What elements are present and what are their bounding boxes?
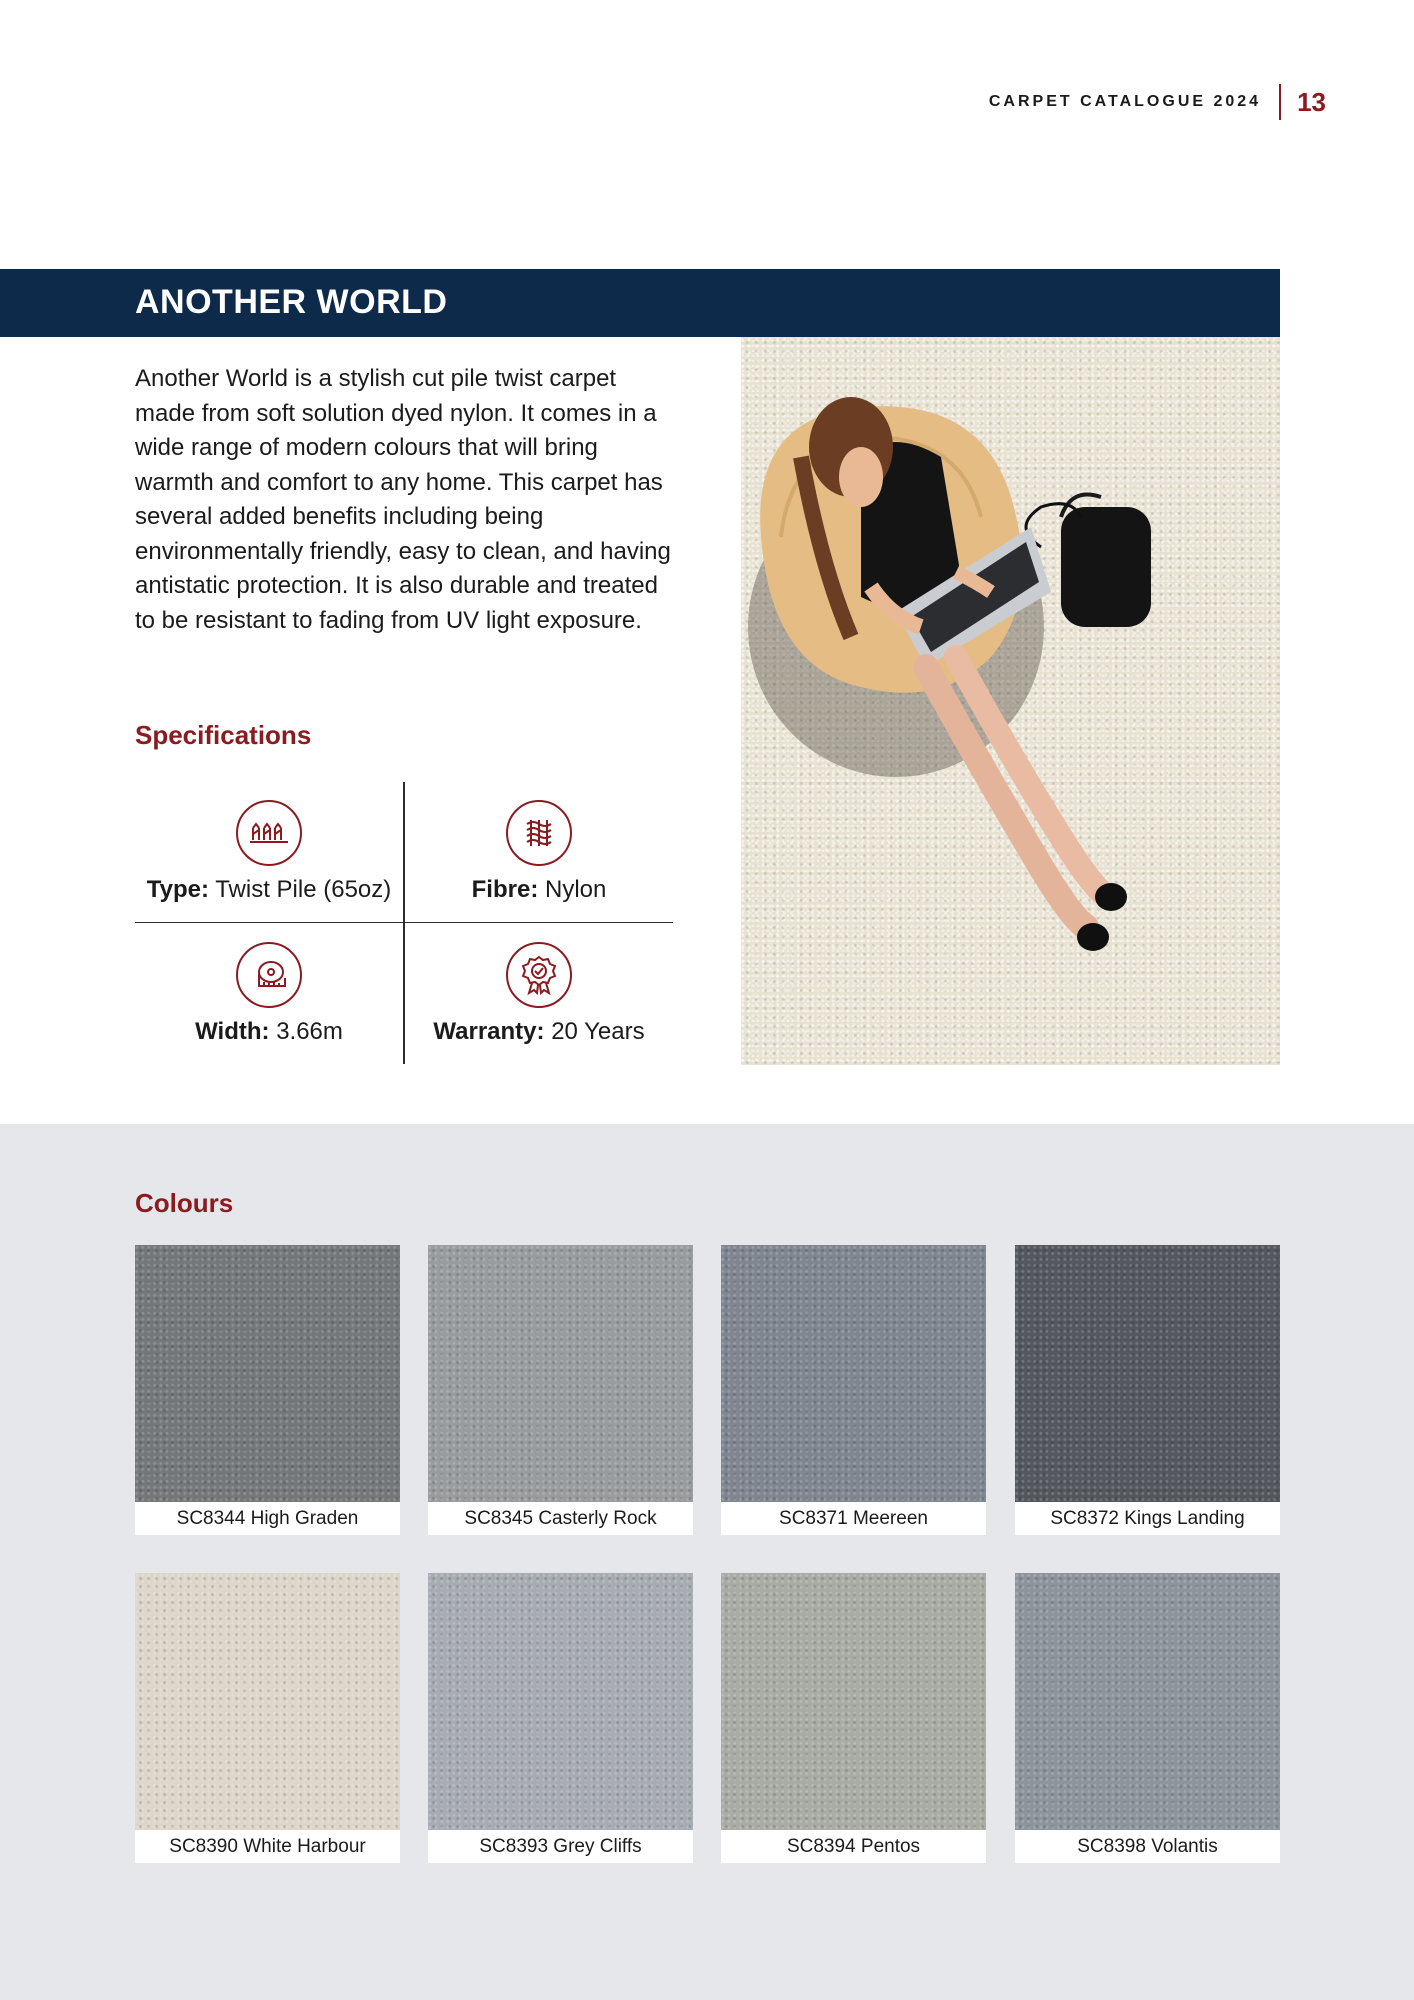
colour-swatch[interactable] (428, 1245, 693, 1535)
spec-type-label: Type: (146, 876, 209, 903)
swatch-label: SC8344 High Graden (135, 1502, 400, 1535)
swatch-sample (428, 1245, 693, 1502)
spec-warranty-label: Warranty: (433, 1018, 545, 1045)
colour-swatch[interactable] (1015, 1245, 1280, 1535)
swatch-label: SC8393 Grey Cliffs (428, 1830, 693, 1863)
swatch-label: SC8398 Volantis (1015, 1830, 1280, 1863)
product-title-bar (0, 269, 1280, 337)
woman-on-beanbag-illustration (741, 337, 1280, 1065)
swatch-label: SC8372 Kings Landing (1015, 1502, 1280, 1535)
product-hero-image (741, 337, 1280, 1065)
spec-width-label: Width: (195, 1018, 270, 1045)
swatch-sample (1015, 1245, 1280, 1502)
swatch-label: SC8390 White Harbour (135, 1830, 400, 1863)
specs-divider-horizontal (135, 922, 673, 923)
colour-swatch[interactable] (721, 1245, 986, 1535)
swatch-sample (135, 1245, 400, 1502)
spec-type-value: Twist Pile (65oz) (215, 876, 392, 903)
colours-heading: Colours (135, 1188, 234, 1218)
page-number: 13 (1297, 86, 1326, 117)
specifications-grid (135, 782, 673, 1064)
spec-warranty (405, 924, 673, 1064)
swatch-sample (721, 1573, 986, 1830)
colour-swatch[interactable] (721, 1573, 986, 1863)
twist-pile-icon (236, 800, 302, 866)
swatch-sample (721, 1245, 986, 1502)
warranty-badge-icon (506, 942, 572, 1008)
colour-swatch[interactable] (428, 1573, 693, 1863)
spec-width-value: 3.66m (276, 1018, 343, 1045)
spec-width (135, 924, 403, 1064)
swatch-label: SC8371 Meereen (721, 1502, 986, 1535)
page-header (989, 84, 1326, 120)
colours-section (0, 1124, 1414, 2000)
header-divider (1279, 84, 1281, 120)
colour-swatch[interactable] (1015, 1573, 1280, 1863)
product-title: ANOTHER WORLD (135, 283, 448, 321)
colour-swatch[interactable] (135, 1245, 400, 1535)
tape-measure-icon (236, 942, 302, 1008)
catalogue-title: CARPET CATALOGUE 2024 (988, 93, 1262, 110)
fibre-weave-icon (506, 800, 572, 866)
spec-type (135, 782, 403, 922)
colour-swatch[interactable] (135, 1573, 400, 1863)
spec-warranty-value: 20 Years (551, 1018, 645, 1045)
spec-fibre-label: Fibre: (471, 876, 539, 903)
specifications-heading: Specifications (135, 720, 312, 750)
swatch-sample (1015, 1573, 1280, 1830)
spec-fibre-value: Nylon (544, 876, 607, 903)
swatch-label: SC8345 Casterly Rock (428, 1502, 693, 1535)
product-description: Another World is a stylish cut pile twist carpet made from soft solution dyed nylon. It comes in a wide range of modern colours that will bring warmth and comfort to any home. This carpet has several added benefits including being environmentally friendly, easy to clean, and having antistatic protection. It is also durable and treated to be resistant to fading from UV light exposure. (135, 365, 671, 634)
spec-fibre (405, 782, 673, 922)
swatch-sample (428, 1573, 693, 1830)
swatch-label: SC8394 Pentos (721, 1830, 986, 1863)
swatch-sample (135, 1573, 400, 1830)
